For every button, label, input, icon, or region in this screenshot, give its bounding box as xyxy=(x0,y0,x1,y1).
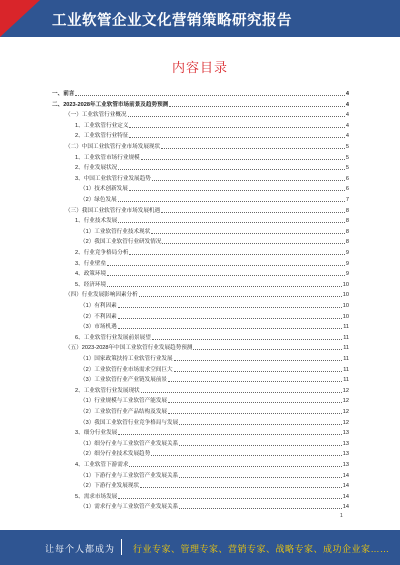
toc-leader-dots xyxy=(107,265,345,266)
toc-entry[interactable] xyxy=(75,281,349,289)
footer-slogan: 让每个人都成为 xyxy=(45,544,116,554)
toc-entry-page: 11 xyxy=(343,324,349,331)
toc-entry-title: 2、工业软管行业特征 xyxy=(75,133,129,140)
toc-entry-page: 10 xyxy=(342,313,349,320)
toc-entry-page: 12 xyxy=(342,398,349,405)
toc-leader-dots xyxy=(152,180,345,181)
toc-leader-dots xyxy=(118,434,341,435)
toc-entry-page: 9 xyxy=(345,271,349,278)
toc-entry-title: 5、经济环境 xyxy=(75,281,107,288)
toc-entry-page: 14 xyxy=(342,493,349,500)
toc-entry-title: （四）行业发展影响因素分析 xyxy=(65,292,138,299)
toc-entry-title: 1、行业技术发展 xyxy=(75,218,118,225)
toc-entry-title: （2）工业软管行业产品结构及发展 xyxy=(80,409,168,415)
header-banner xyxy=(0,0,400,37)
toc-leader-dots xyxy=(141,392,342,393)
toc-entry[interactable] xyxy=(75,122,349,130)
toc-leader-dots xyxy=(107,275,345,276)
toc-entry-title: 3、行业壁垒 xyxy=(75,260,107,267)
toc-entry[interactable] xyxy=(80,323,349,331)
toc-entry-page: 11 xyxy=(343,356,349,362)
toc-entry[interactable] xyxy=(75,217,349,225)
toc-leader-dots xyxy=(169,106,345,107)
toc-entry[interactable] xyxy=(80,482,349,490)
toc-entry-title: （1）工业软管行业技术现状 xyxy=(80,228,151,235)
toc-entry-page: 5 xyxy=(345,154,349,161)
toc-entry[interactable] xyxy=(80,185,349,193)
toc-leader-dots xyxy=(118,328,343,329)
toc-leader-dots xyxy=(129,466,341,467)
toc-leader-dots xyxy=(128,116,345,117)
toc-entry[interactable] xyxy=(75,270,349,278)
toc-entry[interactable] xyxy=(75,132,349,140)
toc-leader-dots xyxy=(118,307,342,308)
toc-entry-page: 7 xyxy=(345,197,349,203)
toc-entry-title: 3、中国工业软管行业发展趋势 xyxy=(75,175,151,182)
toc-entry-page: 12 xyxy=(342,409,349,415)
toc-entry-title: 4、政策环境 xyxy=(75,271,107,278)
toc-entry-page: 11 xyxy=(343,377,349,384)
toc-entry-page: 5 xyxy=(345,144,349,150)
toc-leader-dots xyxy=(118,222,345,223)
toc-leader-dots xyxy=(168,381,342,382)
toc-leader-dots xyxy=(118,318,342,319)
toc-entry[interactable] xyxy=(80,397,349,405)
toc-heading: 内容目录 xyxy=(171,60,228,75)
toc-entry[interactable] xyxy=(80,472,349,480)
toc-entry-page: 11 xyxy=(343,345,349,352)
toc-entry[interactable] xyxy=(80,440,349,448)
toc-entry-page: 14 xyxy=(342,504,349,511)
toc-entry-title: 1、工业软管行业定义 xyxy=(75,122,129,129)
toc-leader-dots xyxy=(193,349,342,350)
toc-entry[interactable] xyxy=(80,450,349,458)
toc-entry-page: 8 xyxy=(345,218,349,225)
toc-entry-page: 8 xyxy=(345,207,349,214)
toc-entry-page: 4 xyxy=(345,122,349,129)
toc-entry[interactable] xyxy=(80,419,349,427)
toc-leader-dots xyxy=(179,445,342,446)
toc-entry-page: 10 xyxy=(342,303,349,309)
toc-entry-page: 10 xyxy=(342,281,349,288)
toc-leader-dots xyxy=(174,371,343,372)
toc-entry-title: （2）工业软管行业市场需求空间巨大 xyxy=(80,366,173,373)
toc-entry-page: 8 xyxy=(345,228,349,235)
toc-entry-title: 6、工业软管行业发展前景展望 xyxy=(75,334,151,341)
footer-banner xyxy=(0,530,400,565)
toc-leader-dots xyxy=(174,360,343,361)
toc-entry[interactable] xyxy=(80,302,349,310)
toc-entry-page: 10 xyxy=(342,292,349,299)
toc-entry-title: （3）我国工业软管行业竞争格局与发展 xyxy=(80,419,179,426)
red-corner-accent xyxy=(0,0,40,37)
toc-entry-title: （2）我国工业软管行业研发情况 xyxy=(80,239,162,246)
toc-entry-title: 1、工业软管市场行业规模 xyxy=(75,154,140,161)
toc-entry-page: 14 xyxy=(342,472,349,479)
toc-entry-page: 4 xyxy=(345,133,349,140)
toc-entry[interactable] xyxy=(52,101,349,109)
toc-entry-title: （五）2023-2028年中国工业软管行业发展趋势预测 xyxy=(65,345,193,352)
footer-divider xyxy=(121,539,122,555)
toc-entry[interactable] xyxy=(75,493,349,501)
toc-entry-page: 8 xyxy=(345,239,349,246)
toc-leader-dots xyxy=(118,498,341,499)
toc-entry[interactable] xyxy=(80,366,349,374)
toc-entry-title: 2、工业软管行业发展现状 xyxy=(75,387,140,394)
toc-entry-title: （1）行业规模与工业软管产能发展 xyxy=(80,398,168,405)
toc-leader-dots xyxy=(161,212,345,213)
toc-entry-page: 13 xyxy=(342,430,349,437)
toc-leader-dots xyxy=(151,233,345,234)
toc-entry-title: （2）不利因素 xyxy=(80,313,117,320)
toc-entry-title: 2、行业发展状况 xyxy=(75,165,118,172)
toc-entry-page: 13 xyxy=(342,440,349,447)
toc-entry[interactable] xyxy=(65,291,349,299)
toc-entry[interactable] xyxy=(65,143,349,151)
toc-entry[interactable] xyxy=(75,175,349,183)
toc-leader-dots xyxy=(141,159,345,160)
toc-leader-dots xyxy=(107,286,342,287)
toc-leader-dots xyxy=(118,201,345,202)
toc-entry-title: （二）中国工业软管行业市场发展现状 xyxy=(65,144,161,150)
toc-entry[interactable] xyxy=(75,249,349,257)
toc-entry-title: （一）工业软管行业概况 xyxy=(65,112,127,119)
toc-entry[interactable] xyxy=(75,429,349,437)
toc-entry[interactable] xyxy=(80,503,349,511)
toc-entry[interactable] xyxy=(65,344,349,352)
toc-entry[interactable] xyxy=(80,313,349,321)
toc-entry[interactable] xyxy=(80,376,349,384)
toc-leader-dots xyxy=(118,169,345,170)
toc-entry-title: 2、行业竞争格局分析 xyxy=(75,250,129,256)
page-number: 1 xyxy=(340,513,343,519)
toc-entry-page: 5 xyxy=(345,165,349,172)
toc-entry[interactable] xyxy=(75,461,349,469)
toc-leader-dots xyxy=(168,413,342,414)
toc-leader-dots xyxy=(179,477,342,478)
toc-leader-dots xyxy=(151,455,342,456)
toc-entry-title: （3）工业软管行业产业链发展前景 xyxy=(80,377,168,384)
toc-entry[interactable] xyxy=(75,164,349,172)
toc-leader-dots xyxy=(139,296,342,297)
toc-leader-dots xyxy=(179,508,342,509)
toc-entry-title: （三）我国工业软管行业市场发展机遇 xyxy=(65,207,161,214)
toc-entry-title: （2）下游行业发展现状 xyxy=(80,483,140,490)
toc-entry-title: 3、细分行业发展 xyxy=(75,430,118,437)
toc-entry-title: 一、前言 xyxy=(52,91,75,97)
report-title: 工业软管企业文化营销策略研究报告 xyxy=(52,13,292,29)
toc-leader-dots xyxy=(162,243,344,244)
toc-leader-dots xyxy=(152,339,342,340)
toc-leader-dots xyxy=(140,487,342,488)
toc-entry[interactable] xyxy=(80,408,349,416)
toc-entry[interactable] xyxy=(65,111,349,119)
toc-entry-title: （1）有利因素 xyxy=(80,303,117,309)
toc-entry-title: （3）市场机遇 xyxy=(80,324,117,331)
toc-entry-title: 二、2023-2028年工业软管市场前景及趋势预测 xyxy=(52,101,169,108)
toc-entry-title: 4、工业软管下游需求 xyxy=(75,462,129,468)
toc-entry-title: （1）细分行业与工业软管产业发展关系 xyxy=(80,440,179,447)
toc-entry-page: 4 xyxy=(345,101,349,108)
toc-entry[interactable] xyxy=(75,334,349,342)
toc-leader-dots xyxy=(129,254,344,255)
toc-entry-page: 9 xyxy=(345,250,349,256)
toc-entry-title: （2）绿色发展 xyxy=(80,197,117,203)
toc-leader-dots xyxy=(168,402,342,403)
toc-leader-dots xyxy=(129,190,345,191)
toc-leader-dots xyxy=(179,424,342,425)
toc-entry-page: 14 xyxy=(342,483,349,490)
toc-entry-page: 12 xyxy=(342,387,349,394)
toc-entry[interactable] xyxy=(80,355,349,363)
toc-entry-title: （1）国家政策扶持工业软管行业发展 xyxy=(80,356,173,362)
toc-entry-title: （1）需求行业与工业软管产业发展关系 xyxy=(80,504,179,511)
footer-tagline: 行业专家、管理专家、营销专家、战略专家、成功企业家…… xyxy=(133,544,390,554)
toc-leader-dots xyxy=(161,148,345,149)
toc-entry-title: （1）下游行业与工业软管产业发展关系 xyxy=(80,472,179,479)
toc-entry[interactable] xyxy=(52,90,349,98)
toc-entry-title: 5、需求市场发展 xyxy=(75,493,118,500)
toc-entry-page: 4 xyxy=(345,112,349,119)
toc-entry-title: （1）技术创新发展 xyxy=(80,186,128,193)
toc-entry[interactable] xyxy=(80,228,349,236)
toc-entry[interactable] xyxy=(65,207,349,215)
toc-entry-page: 11 xyxy=(343,366,349,373)
toc-entry-page: 6 xyxy=(345,186,349,193)
toc-entry[interactable] xyxy=(75,387,349,395)
toc-leader-dots xyxy=(129,127,344,128)
toc-entry[interactable] xyxy=(75,154,349,162)
toc-entry-title: （2）细分行业技术发展趋势 xyxy=(80,451,151,458)
toc-entry[interactable] xyxy=(80,196,349,204)
toc-entry-page: 9 xyxy=(345,260,349,267)
toc-entry-page: 13 xyxy=(342,451,349,458)
toc-leader-dots xyxy=(75,95,344,96)
toc-leader-dots xyxy=(129,137,344,138)
toc-entry-page: 13 xyxy=(342,462,349,468)
toc-entry[interactable] xyxy=(80,238,349,246)
toc-entry-page: 4 xyxy=(345,91,349,97)
toc-entry-page: 11 xyxy=(343,334,349,341)
toc-entry-page: 12 xyxy=(342,419,349,426)
toc-entry-page: 6 xyxy=(345,175,349,182)
toc-entry[interactable] xyxy=(75,260,349,268)
